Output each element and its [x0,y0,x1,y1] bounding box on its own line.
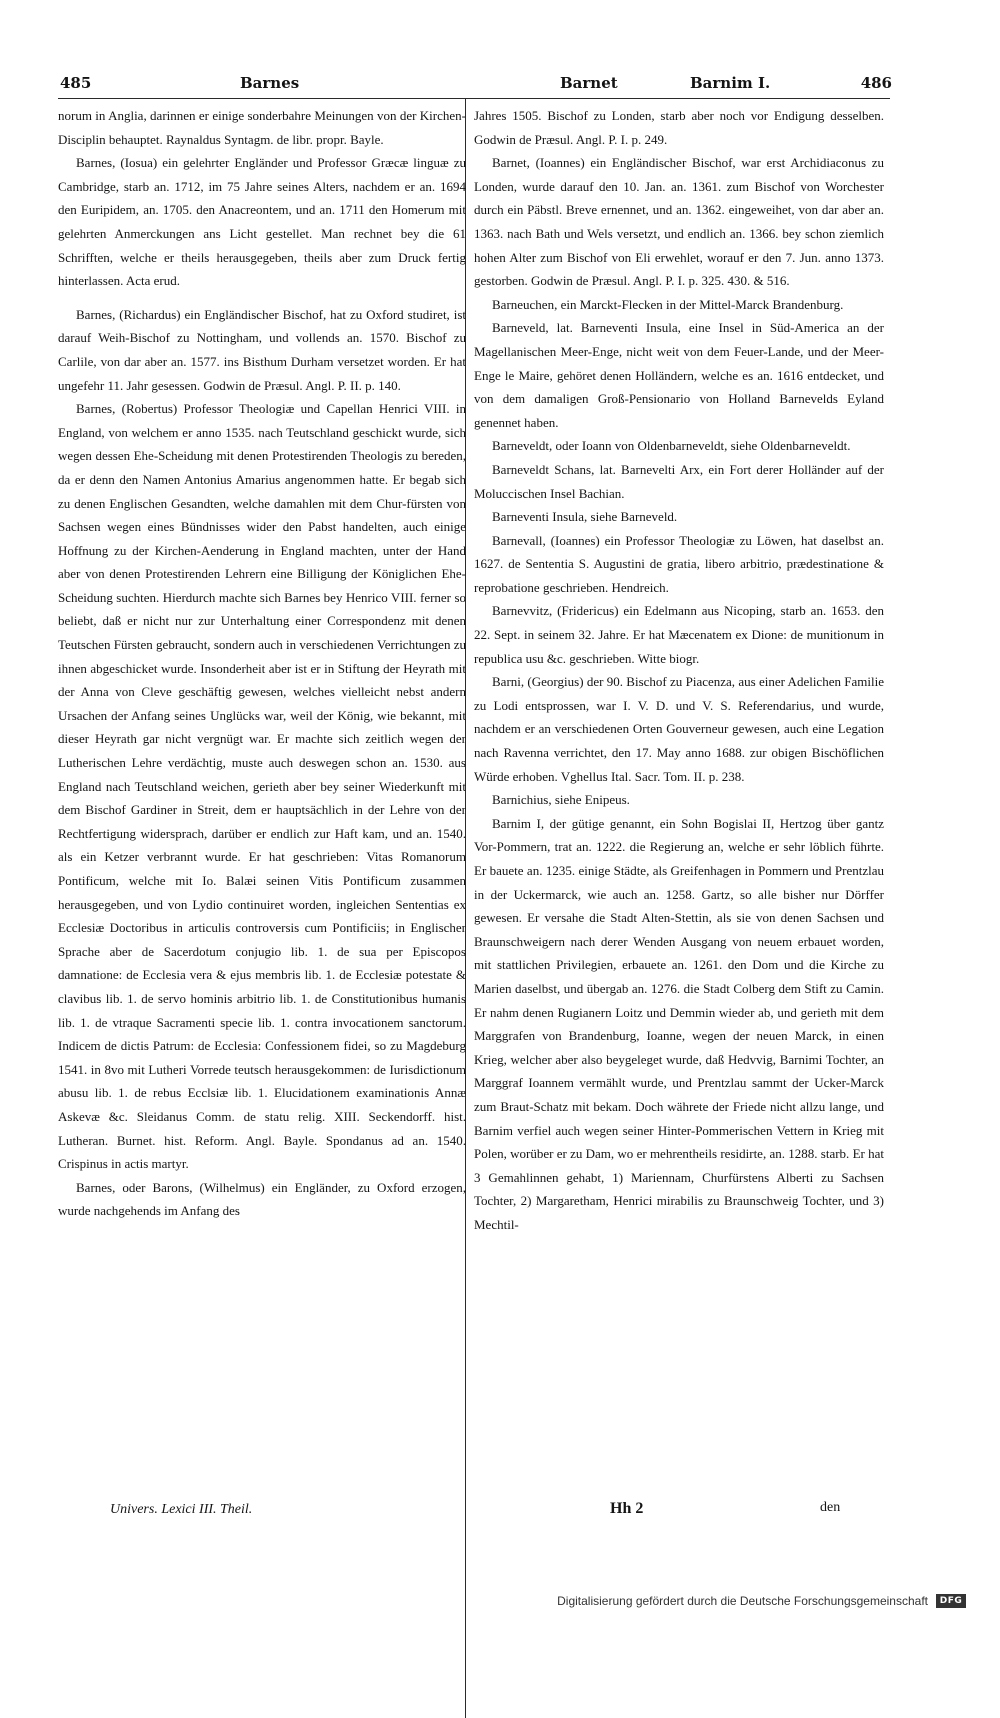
entry-barnes-cont: norum in Anglia, darinnen er einige sonderbahre Meinungen von der Kirchen-Disciplin behauptet. Raynaldus Syntagm. de libr. propr. Bayle. [58,108,466,147]
entry-barnevvitz: Barnevvitz, (Fridericus) ein Edelmann aus Nicoping, starb an. 1653. den 22. Sept. in seinem 32. Jahre. Er hat Mæcenatem ex Dione: de munitionum in republica usu &c. geschrieben. Witte biogr. [474,603,884,666]
entry-barnes-wilhelmus: Barnes, oder Barons, (Wilhelmus) ein Engländer, zu Oxford erzogen, wurde nachgehends im Anfang des [58,1179,466,1219]
entry-barnes-richardus: Barnes, (Richardus) ein Engländischer Bischof, hat zu Oxford studiret, ist darauf Weih-Bischof zu Nottingham, und vollends an. 1570. Bischof zu Carlile, von dar aber an. 1577. ins Bisthum Durham versetzet worden. Er hat ungefehr 11. Jahr gesessen. Godwin de Præsul. Angl. P. II. p. 140. [58,306,466,393]
entry-barnes-iosua: Barnes, (Iosua) ein gelehrter Engländer und Professor Græcæ linguæ zu Cambridge, starb an. 1712, im 75 Jahre seines Alters, nachdem er an. 1694 den Euripidem, an. 1705. den Anacreontem, und an. 1711 den Homerum mit gelehrten Anmerckungen ans Licht gestellet. Man rechnet bey die 61 Schrifften, welche er theils herausgegeben, theils aber zum Druck fertig hinterlassen. Acta erud. [58,155,466,289]
signature-mark: Hh 2 [610,1500,644,1517]
entry-barnichius: Barnichius, siehe Enipeus. [492,792,630,808]
entry-barneuchen: Barneuchen, ein Marckt-Flecken in der Mittel-Marck Brandenburg. [492,296,844,312]
entry-barni: Barni, (Georgius) der 90. Bischof zu Piacenza, aus einer Adelichen Familie zu Lodi entsprossen, war I. V. D. und V. S. Referendarius, und wurde, nachdem er an verschiedenen Orten Gouverneur gewesen, auch eine Legation nach Ravenna verrichtet, den 17. May anno 1688. zur obigen Bischöflichen Würde erhoben. Vghellus Ital. Sacr. Tom. II. p. 238. [474,674,884,784]
entry-barneveldt: Barneveldt, oder Ioann von Oldenbarneveldt, siehe Oldenbarneveldt. [492,438,851,454]
left-headword: Barnes [240,74,300,92]
running-head [60,74,892,96]
header-rule [58,98,890,99]
entry-wilhelmus-cont: Jahres 1505. Bischof zu Londen, starb aber noch vor Endigung desselben. Godwin de Præsul. Angl. P. I. p. 249. [474,108,884,147]
entry-barneveldt-schans: Barneveldt Schans, lat. Barnevelti Arx, ein Fort derer Holländer auf der Moluccischen Insel Bachian. [474,461,884,501]
entry-barneventi-insula: Barneventi Insula, siehe Barneveld. [492,509,678,525]
digitization-credit [557,1590,966,1612]
right-headword-2: Barnim I. [690,74,771,92]
entry-barnet: Barnet, (Ioannes) ein Engländischer Bischof, war erst Archidiaconus zu Londen, wurde darauf den 10. Jan. an. 1361. zum Bischof von Worchester durch ein Päbstl. Breve ernennet, und an. 1362. eingeweihet, von dar aber an. 1363. nach Bath und Wels versetzt, und endlich an. 1366. bey schon ziemlich hohen Alter zum Bischof von Eli erwehlet, worauf er den 7. Jun. anno 1373. gestorben. Godwin de Præsul. Angl. P. I. p. 325. 430. & 516. [474,155,884,289]
entry-barneveld: Barneveld, lat. Barneventi Insula, eine Insel in Süd-America an der Magellanischen Meer-Enge, nicht weit von dem Feuer-Lande, und der Meer-Enge le Maire, gehöret denen Holländern, welche es an. 1616 entdecket, und von dem damaligen Groß-Pensionario von Holland Barnevelds Eyland genennet haben. [474,320,884,430]
dfg-logo-icon: DFG [936,1594,966,1608]
right-page-number: 486 [860,74,892,92]
left-page-number: 485 [60,74,92,92]
digitization-text: Digitalisierung gefördert durch die Deutsche Forschungsgemeinschaft [557,1594,928,1608]
volume-note: Univers. Lexici III. Theil. [110,1502,253,1517]
right-headword-1: Barnet [560,74,618,92]
catchword: den [820,1500,841,1515]
entry-barnevall: Barnevall, (Ioannes) ein Professor Theologiæ zu Löwen, hat daselbst an. 1627. de Sententia S. Augustini de gratia, libero arbitrio, prædestinatione & reprobatione geschrieben. Hendreich. [474,532,884,595]
entry-barnes-robertus: Barnes, (Robertus) Professor Theologiæ und Capellan Henrici VIII. in England, von welchem er anno 1535. nach Teutschland geschickt wurde, sich wegen dessen Ehe-Scheidung mit denen Protestirenden Theologis zu bereden, da er denn den Namen Antonius Amarius angenommen hatte. Er begab sich zu denen Englischen Gesandten, welche damahlen mit dem Chur-fürsten von Sachsen wegen eines Bündnisses wider den Pabst handelten, auch einige Hoffnung zu der Kirchen-Aenderung in England machten, unter der Hand aber von denen Protestirenden Lehrern eine Billigung der Königlichen Ehe-Scheidung suchten. Hierdurch machte sich Barnes bey Henrico VIII. ferner so beliebt, daß er nicht nur zur Unterhaltung einer Correspondenz mit denen Teutschen Fürsten gebraucht, sondern auch in verschiedenen Verrichtungen zu ihnen abgeschicket wurde. Insonderheit aber ist er in Stiftung der Heyrath mit der Anna von Cleve geschäftig gewesen, welches vielleicht nebst andern Ursachen der Anfang seines Unglücks war, weil der König, wie bekannt, mit dieser Heyrath gar nicht vergnügt war. Er machte sich zeitlich wegen der Lutherischen Lehre verdächtig, muste auch deswegen schon an. 1530. aus England nach Teutschland weichen, gerieth aber bey seiner Wiederkunft mit dem Bischof Gardiner in Streit, dem er hauptsächlich in der Lehre von der Rechtfertigung widersprach, darüber er endlich zur Haft kam, und an. 1540. als ein Ketzer verbrannt wurde. Er hat geschrieben: Vitas Romanorum Pontificum, welche mit Io. Balæi seinen Vitis Pontificum zusammen herausgegeben, und von Lydio continuiret worden, ingleichen Sententias ex Ecclesiæ Doctoribus in articulis controversis cum Pontificiis; in Englischer Sprache aber de Sacerdotum conjugio lib. 1. de sua per Episcopos damnatione: de Ecclesia vera & ejus membris lib. 1. de Ecclesiæ potestate & clavibus lib. 1. de servo hominis arbitrio lib. 1. de Constitutionibus humanis lib. 1. de vtraque Sacramenti specie lib. 1. contra invocationem sanctorum. Indicem de dictis Patrum: de Ecclesia: Confessionem fidei, so zu Magdeburg 1541. in 8vo mit Lutheri Vorrede teutsch herausgekommen: de Iurisdictionum abusu lib. 1. de rebus Ecclsiæ lib. 1. Elucidationem examinationis Annæ Askevæ &c. Sleidanus Comm. de statu relig. XIII. Seckendorff. hist. Lutheran. Burnet. hist. Reform. Angl. Bayle. Spondanus ad an. 1540. Crispinus in actis martyr. [58,401,466,1172]
entry-barnim-i: Barnim I, der gütige genannt, ein Sohn Bogislai II, Hertzog über gantz Vor-Pommern, trat an. 1222. die Regierung an, welche er sehr löblich führte. Er bauete an. 1235. einige Städte, als Greifenhagen in Pommern und Prentzlau in der Uckermarck, wie auch an. 1258. Gartz, so alle bisher nur Dörffer gewesen. Er versahe die Stadt Alten-Stettin, als sie von denen Sachsen und Braunschweigern nach derer Wenden Ausgang von neuem erbauet worden, mit stattlichen Privilegien, erbauete an. 1261. den Dom und die Kirche zu Marien daselbst, und übergab an. 1276. die Stadt Colberg dem Stift zu Camin. Er nahm denen Rugianern Loitz und Demmin wieder ab, und gerieth mit dem Marggrafen von Brandenburg, Ioanne, wegen der neuen Marck, in einen Krieg, welcher aber also beygeleget wurde, daß Hedvvig, Barnimi Tochter, an Marggraf Ioannem vermählt wurde, und Prentzlau sammt der Ucker-Marck zum Braut-Schatz mit bekam. Doch währete der Friede nicht allzu lange, und Barnim verfiel auch wegen seiner Hinter-Pommerischen Vettern in Krieg mit Polen, worüber er zu Dam, wo er mehrentheils residirte, an. 1288. starb. Er hat 3 Gemahlinnen gehabt, 1) Mariennam, Churfürstens Alberti zu Sachsen Tochter, 2) Margaretham, Henrici mirabilis zu Braunschweig Tochter, und 3) Mechtil- [474,815,884,1232]
right-column [474,104,884,1237]
left-column [58,104,466,1223]
